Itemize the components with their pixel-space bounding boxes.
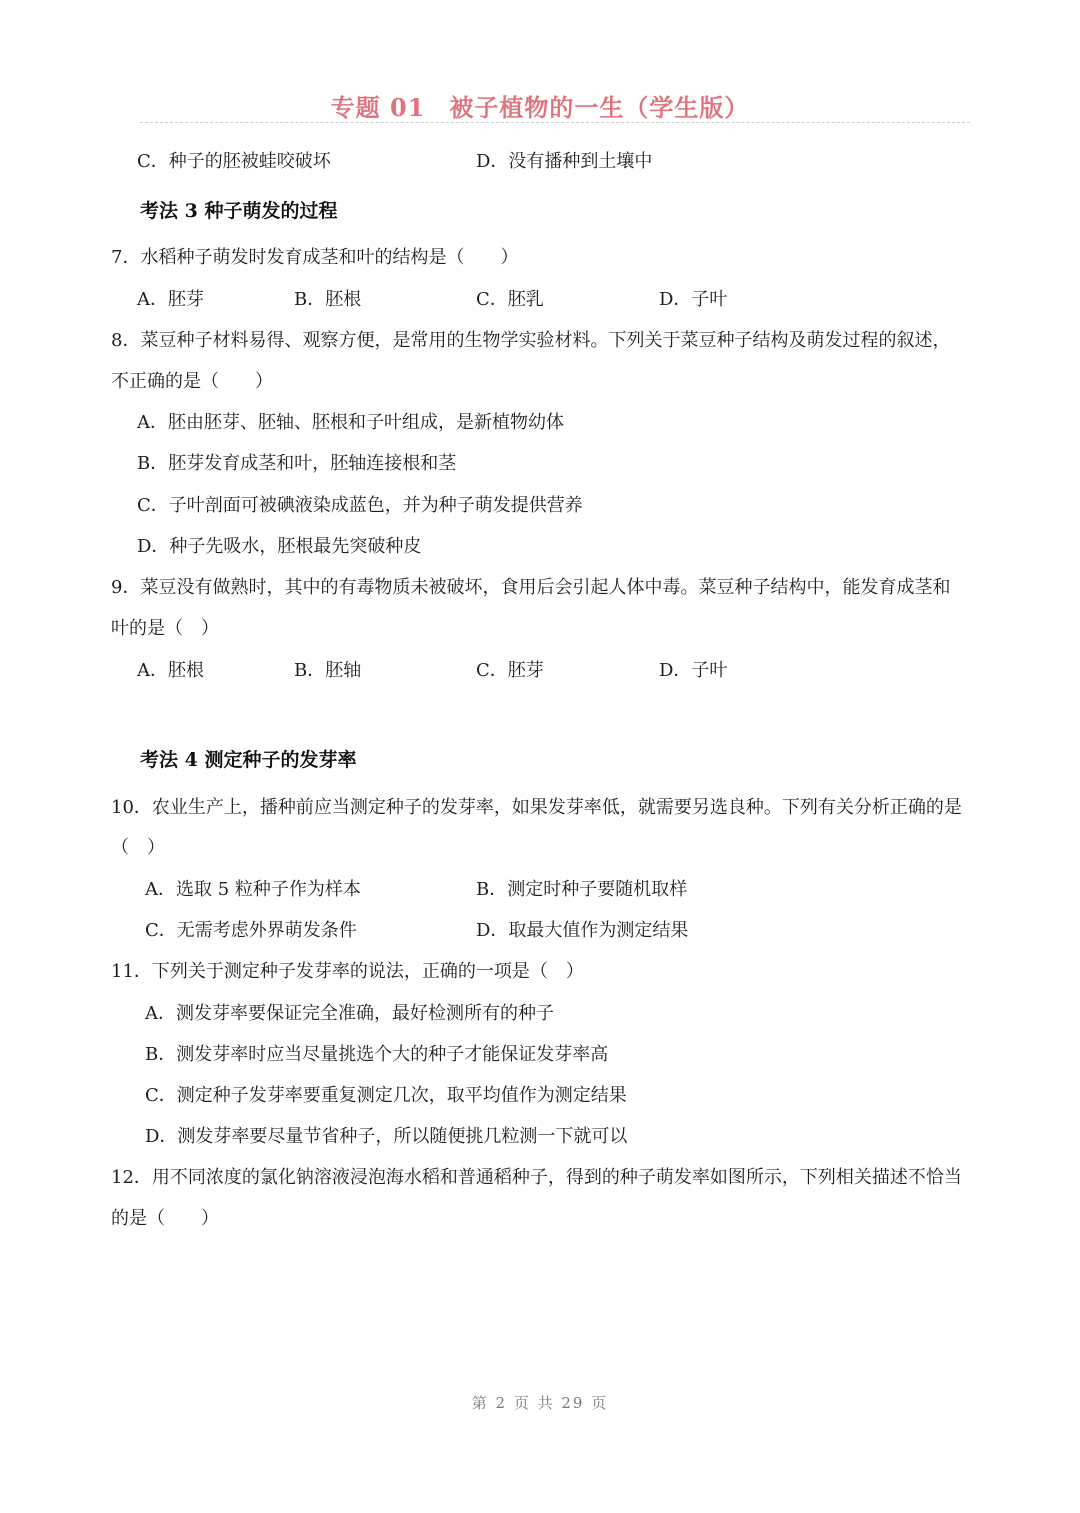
- q8-option-a: A．胚由胚芽、胚轴、胚根和子叶组成，是新植物幼体: [137, 412, 564, 433]
- q7-option-d: D．子叶: [659, 289, 728, 310]
- q8-option-c: C．子叶剖面可被碘液染成蓝色，并为种子萌发提供营养: [137, 495, 583, 516]
- q8-option-d: D．种子先吸水，胚根最先突破种皮: [137, 536, 422, 557]
- q10-option-c: C．无需考虑外界萌发条件: [145, 920, 357, 941]
- question-7-stem: 7．水稻种子萌发时发育成茎和叶的结构是（ ）: [111, 247, 519, 268]
- q10-option-b: B．测定时种子要随机取样: [476, 879, 688, 900]
- q9-option-d: D．子叶: [659, 660, 728, 681]
- question-9-stem-line2: 叶的是（ ）: [111, 618, 219, 639]
- section-heading-3: 考法 3 种子萌发的过程: [140, 200, 338, 222]
- question-9-stem-line1: 9．菜豆没有做熟时，其中的有毒物质未被破坏，食用后会引起人体中毒。菜豆种子结构中，能发育成茎和: [111, 577, 951, 598]
- header-divider: [140, 122, 970, 123]
- header-topic: 专题 01: [330, 93, 426, 122]
- header-title: 被子植物的一生（学生版）: [449, 93, 750, 122]
- q10-option-d: D．取最大值作为测定结果: [476, 920, 689, 941]
- q9-option-a: A．胚根: [137, 660, 204, 681]
- q9-option-c: C．胚芽: [476, 660, 544, 681]
- question-10-stem-line2: （ ）: [111, 837, 165, 858]
- page-number: 第 2 页 共 29 页: [471, 1394, 609, 1412]
- q8-option-b: B．胚芽发育成茎和叶，胚轴连接根和茎: [137, 453, 457, 474]
- question-8-stem-line1: 8．菜豆种子材料易得、观察方便，是常用的生物学实验材料。下列关于菜豆种子结构及萌发过程的叙述，: [111, 330, 951, 351]
- q9-option-b: B．胚轴: [294, 660, 362, 681]
- question-10-stem-line1: 10．农业生产上，播种前应当测定种子的发芽率，如果发芽率低，就需要另选良种。下列有关分析正确的是: [111, 797, 962, 818]
- section-heading-4: 考法 4 测定种子的发芽率: [140, 749, 357, 771]
- q11-option-a: A．测发芽率要保证完全准确，最好检测所有的种子: [145, 1003, 554, 1024]
- option-d: D．没有播种到土壤中: [476, 151, 653, 172]
- q11-option-d: D．测发芽率要尽量节省种子，所以随便挑几粒测一下就可以: [145, 1126, 628, 1147]
- q7-option-c: C．胚乳: [476, 289, 544, 310]
- page-header: [0, 88, 1080, 123]
- q10-option-a: A．选取 5 粒种子作为样本: [145, 879, 361, 900]
- q7-option-a: A．胚芽: [137, 289, 204, 310]
- question-12-stem-line1: 12．用不同浓度的氯化钠溶液浸泡海水稻和普通稻种子，得到的种子萌发率如图所示，下列相关描述不恰当: [111, 1167, 962, 1188]
- question-12-stem-line2: 的是（ ）: [111, 1208, 219, 1229]
- q11-option-c: C．测定种子发芽率要重复测定几次，取平均值作为测定结果: [145, 1085, 627, 1106]
- option-c: C．种子的胚被蛙咬破坏: [137, 151, 331, 172]
- q11-option-b: B．测发芽率时应当尽量挑选个大的种子才能保证发芽率高: [145, 1044, 609, 1065]
- q7-option-b: B．胚根: [294, 289, 362, 310]
- question-8-stem-line2: 不正确的是（ ）: [111, 371, 273, 392]
- question-11-stem: 11．下列关于测定种子发芽率的说法，正确的一项是（ ）: [111, 961, 584, 982]
